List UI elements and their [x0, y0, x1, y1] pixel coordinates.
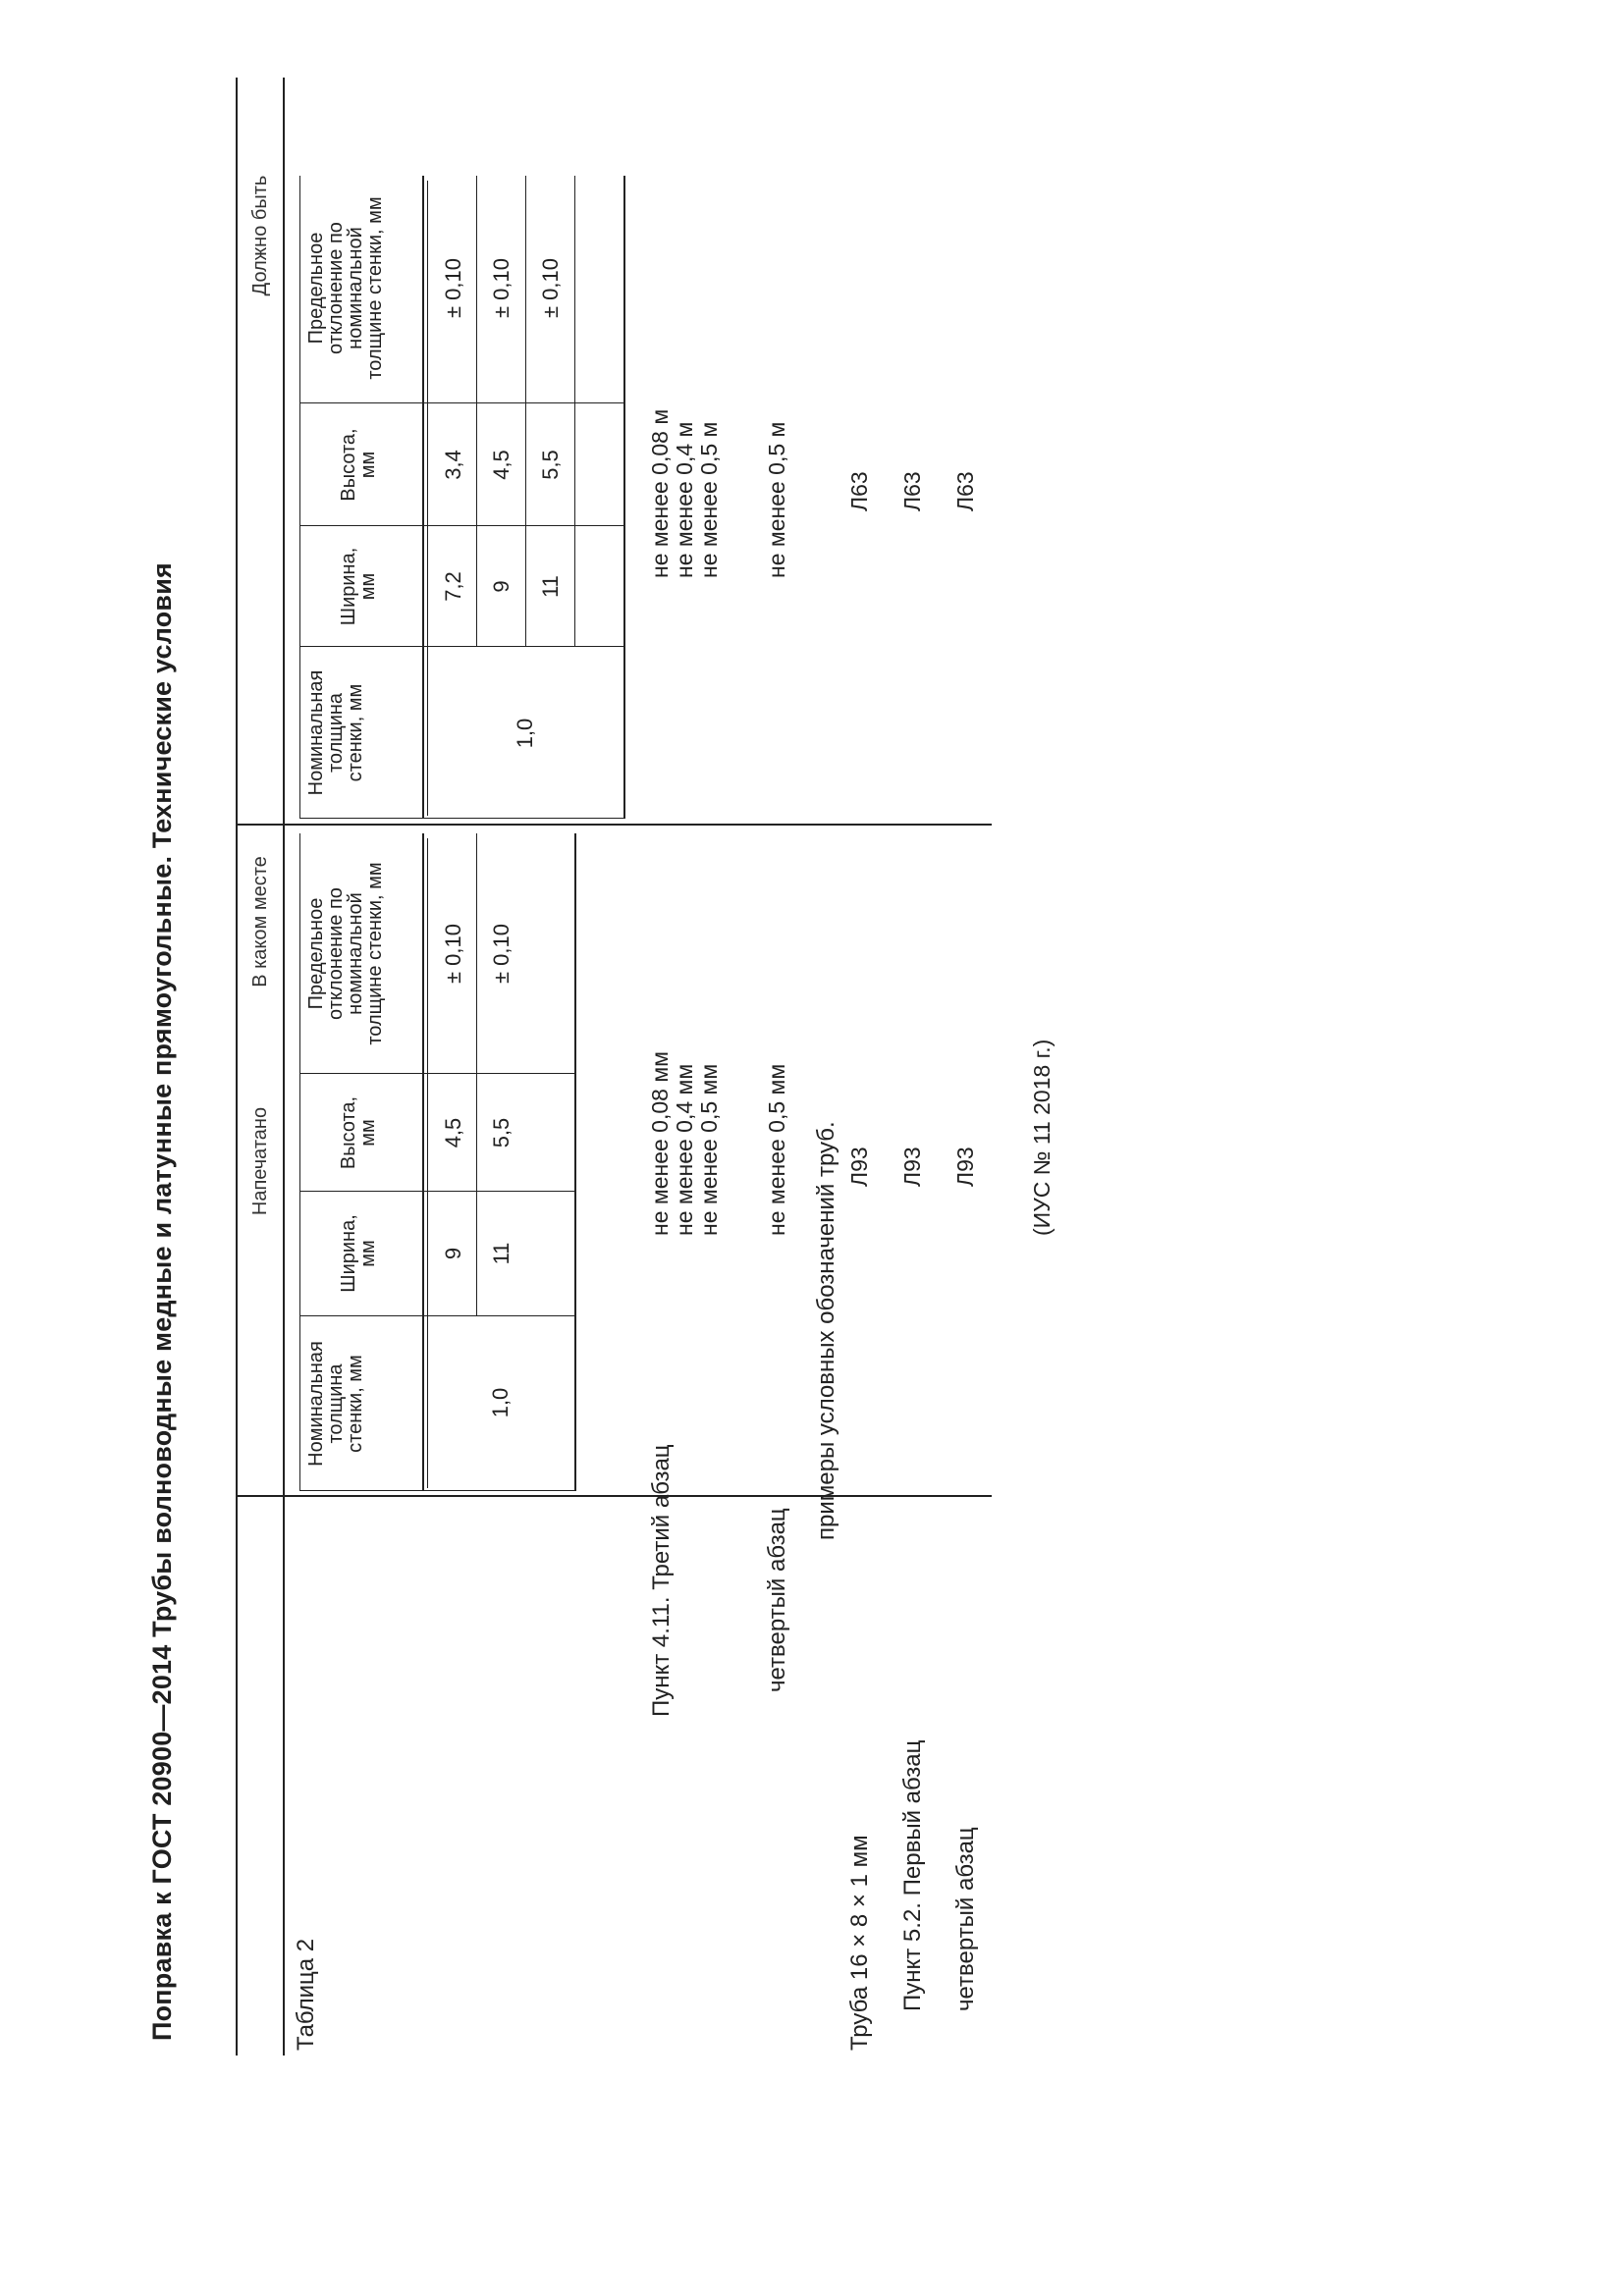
should-fourth: не менее 0,5 м	[764, 421, 789, 578]
printed-height-1: 4,5	[441, 1117, 465, 1148]
should-subtable-header-rule	[422, 176, 424, 819]
footer-ius: (ИУС № 11 2018 г.)	[1029, 1039, 1055, 1236]
should-alloy-3: Л63	[952, 471, 978, 511]
should-height-1: 3,4	[441, 450, 465, 480]
printed-width-1: 9	[441, 1247, 465, 1260]
row-label-examples-1: примеры условных обозначений труб.	[813, 1121, 839, 1540]
table-top-rule	[236, 78, 238, 2056]
header-bottom-rule	[283, 78, 285, 2056]
should-p411: не менее 0,08 м не менее 0,4 м не менее 0,5 м	[647, 408, 722, 578]
printed-width-2: 11	[489, 1242, 514, 1265]
row-label-fourth-2: четвертый абзац	[952, 1827, 979, 2011]
page-title: Поправка к ГОСТ 20900—2014 Трубы волноводные медные и латунные прямоугольные. Технические условия	[147, 562, 177, 2041]
should-subtable-bottom	[623, 176, 625, 819]
printed-div-1	[299, 1315, 574, 1316]
should-deviation-2: ± 0,10	[489, 258, 514, 319]
should-height-3: 5,5	[538, 450, 563, 480]
row-label-p52: Пункт 5.2. Первый абзац	[899, 1739, 926, 2011]
col-header-should-be: Должно быть	[249, 175, 271, 296]
printed-alloy-3: Л93	[952, 1147, 978, 1187]
printed-subtable-header-rule-2	[427, 838, 428, 1488]
should-h-thickness: Номинальная толщина стенки, мм	[305, 669, 366, 796]
should-width-3: 11	[538, 575, 563, 598]
printed-subtable-bottom	[574, 833, 576, 1491]
printed-height-2: 5,5	[489, 1117, 514, 1148]
printed-div-3	[299, 1073, 574, 1074]
should-height-2: 4,5	[489, 450, 514, 480]
printed-h-width: Ширина, мм	[338, 1214, 379, 1293]
printed-alloy-2: Л93	[899, 1147, 925, 1187]
printed-h-height: Высота, мм	[338, 1095, 379, 1170]
col-header-printed: Напечатано	[249, 1106, 271, 1216]
should-subtable-left	[299, 818, 623, 819]
printed-alloy-1: Л93	[846, 1147, 872, 1187]
should-thickness: 1,0	[513, 718, 537, 749]
printed-div-2	[299, 1191, 574, 1192]
should-deviation-3: ± 0,10	[538, 258, 563, 319]
col-header-where: В каком месте	[249, 856, 271, 988]
should-h-deviation: Предельное отклонение по номинальной толщине стенки, мм	[305, 196, 386, 380]
column-divider-2	[236, 824, 992, 826]
printed-thickness: 1,0	[488, 1387, 513, 1418]
should-width-2: 9	[489, 580, 514, 593]
row-label-table2: Таблица 2	[293, 1938, 319, 2051]
should-alloy-2: Л63	[899, 471, 925, 511]
printed-h-thickness: Номинальная толщина стенки, мм	[305, 1341, 366, 1467]
row-label-p411: Пункт 4.11. Третий абзац	[648, 1444, 675, 1717]
printed-fourth: не менее 0,5 мм	[764, 1063, 789, 1236]
printed-p411: не менее 0,08 мм не менее 0,4 мм не менее 0,5 мм	[647, 1051, 722, 1236]
printed-subtable-header-rule	[422, 833, 424, 1491]
should-subtable-header-rule-2	[427, 181, 428, 816]
should-width-1: 7,2	[441, 571, 465, 602]
should-row-rule-2	[525, 176, 526, 647]
printed-h-deviation: Предельное отклонение по номинальной толщине стенки, мм	[305, 862, 386, 1045]
printed-deviation-2: ± 0,10	[489, 924, 514, 985]
row-label-fourth: четвертый абзац	[764, 1508, 790, 1692]
should-h-width: Ширина, мм	[338, 547, 379, 626]
row-label-examples-2: Труба 16 × 8 × 1 мм	[846, 1835, 873, 2051]
column-divider-1	[236, 1495, 992, 1497]
should-row-rule-3	[574, 176, 575, 647]
should-row-rule-1	[476, 176, 477, 647]
should-h-height: Высота, мм	[338, 428, 379, 502]
printed-subtable-left	[299, 1490, 574, 1491]
printed-subtable-top	[299, 833, 300, 1491]
should-subtable-top	[299, 176, 300, 819]
should-deviation-1: ± 0,10	[441, 258, 465, 319]
should-alloy-1: Л63	[846, 471, 872, 511]
printed-row-rule	[476, 833, 477, 1316]
printed-deviation-1: ± 0,10	[441, 924, 465, 985]
